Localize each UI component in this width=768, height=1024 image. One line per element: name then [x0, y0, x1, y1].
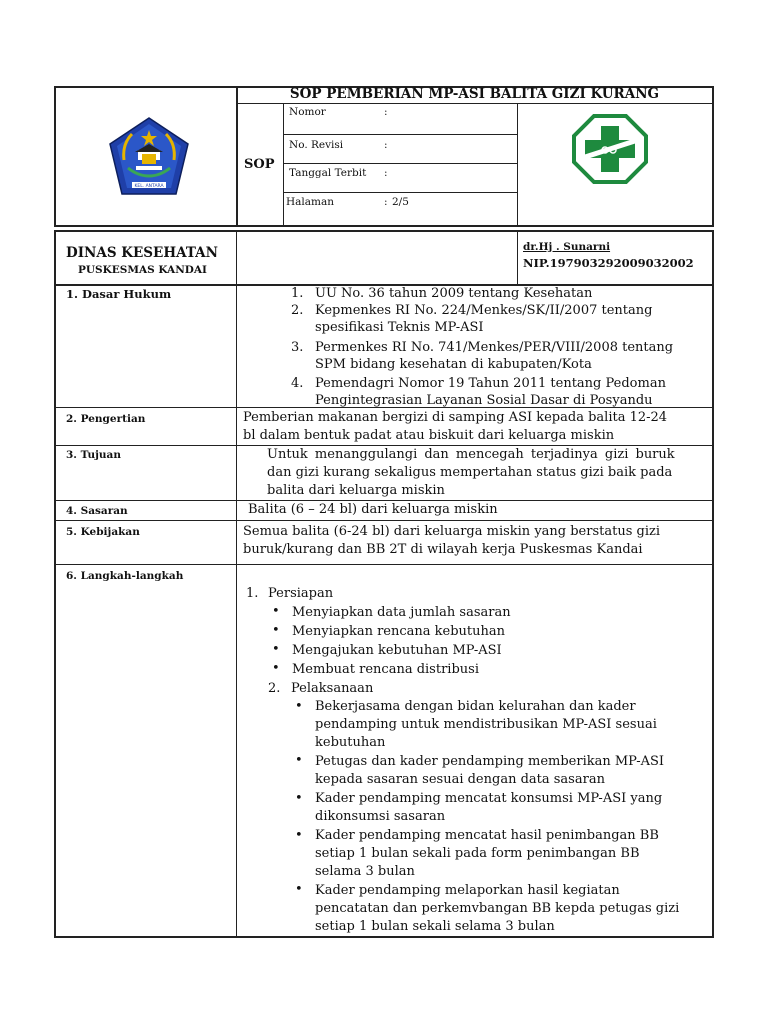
pelaksanaan-line: Kader pendamping melaporkan hasil kegiatan: [315, 883, 620, 898]
section-label-sasaran: 4. Sasaran: [66, 505, 128, 517]
dasar-hukum-number: 2.: [291, 303, 304, 318]
emblem-caption: KEL. ANTARA: [134, 184, 164, 189]
body-border-left: [54, 230, 56, 937]
body-border-top: [54, 230, 714, 232]
persiapan-item: Mengajukan kebutuhan MP-ASI: [292, 643, 502, 658]
pelaksanaan-line: setiap 1 bulan sekali pada form penimbangan BB: [315, 846, 640, 861]
pelaksanaan-line: selama 3 bulan: [315, 864, 415, 879]
field-halaman-value: 2/5: [392, 196, 409, 208]
pengertian-line: bl dalam bentuk padat atau biskuit dari keluarga miskin: [243, 428, 615, 443]
bullet-icon: •: [272, 604, 280, 619]
sop-label: SOP: [244, 157, 275, 172]
pelaksanaan-line: Petugas dan kader pendamping memberikan MP-ASI: [315, 754, 665, 769]
pelaksanaan-line: setiap 1 bulan sekali selama 3 bulan: [315, 919, 555, 934]
header-border-left: [54, 86, 56, 226]
pelaksanaan-line: kebutuhan: [315, 735, 386, 750]
emblem-shield-icon: [108, 116, 190, 196]
bullet-icon: •: [272, 661, 280, 676]
dasar-hukum-line: UU No. 36 tahun 2009 tentang Kesehatan: [315, 286, 593, 301]
field-tanggal-sep: :: [384, 167, 388, 179]
signer-name: dr.Hj . Sunarni: [523, 241, 611, 253]
row-line-sasaran: [54, 520, 714, 521]
field-tanggal-label: Tanggal Terbit: [289, 167, 367, 179]
section-label-kebijakan: 5. Kebijakan: [66, 526, 140, 538]
body-border-bottom: [54, 936, 714, 938]
signer-nip: NIP.197903292009032002: [523, 256, 694, 270]
dasar-hukum-number: 4.: [291, 376, 304, 391]
pelaksanaan-line: Kader pendamping mencatat konsumsi MP-ASI yang: [315, 791, 663, 806]
header-divider-logo: [236, 86, 238, 226]
bullet-icon: •: [295, 882, 303, 897]
field-halaman-sep: :: [384, 196, 388, 208]
field-nomor-label: Nomor: [289, 106, 326, 118]
pelaksanaan-number: 2.: [268, 681, 281, 696]
field-line-1: [283, 134, 517, 135]
pelaksanaan-title: Pelaksanaan: [291, 681, 374, 696]
dasar-hukum-line: spesifikasi Teknis MP-ASI: [315, 320, 484, 335]
pelaksanaan-line: pendamping untuk mendistribusikan MP-ASI sesuai: [315, 717, 657, 732]
pelaksanaan-line: kepada sasaran sesuai dengan data sasaran: [315, 772, 605, 787]
body-border-right: [712, 230, 714, 937]
tujuan-line: balita dari keluarga miskin: [267, 483, 445, 498]
label-column-divider: [236, 284, 237, 937]
header-border-bottom: [54, 225, 714, 227]
dasar-hukum-line: Pemendagri Nomor 19 Tahun 2011 tentang Pedoman: [315, 376, 666, 391]
bullet-icon: •: [295, 828, 303, 843]
pelaksanaan-line: dikonsumsi sasaran: [315, 809, 446, 824]
field-revisi-sep: :: [384, 139, 388, 151]
document-title: SOP PEMBERIAN MP-ASI BALITA GIZI KURANG: [289, 86, 660, 102]
field-line-2: [283, 163, 517, 164]
field-revisi-label: No. Revisi: [289, 139, 344, 151]
org-unit: PUSKESMAS KANDAI: [78, 264, 207, 276]
dasar-hukum-number: 1.: [291, 286, 304, 301]
section-label-pengertian: 2. Pengertian: [66, 413, 146, 425]
section-label-tujuan: 3. Tujuan: [66, 449, 121, 461]
dasar-hukum-number: 3.: [291, 340, 304, 355]
regional-emblem-logo: [108, 116, 190, 196]
dasar-hukum-line: Pengintegrasian Layanan Sosial Dasar di Posyandu: [315, 393, 653, 408]
puskesmas-logo-icon: [572, 114, 648, 184]
header-divider-fields: [517, 103, 518, 226]
bullet-icon: •: [295, 791, 303, 806]
persiapan-item: Menyiapkan data jumlah sasaran: [292, 605, 511, 620]
header-divider-sop: [283, 103, 284, 226]
kebijakan-line: buruk/kurang dan BB 2T di wilayah kerja Puskesmas Kandai: [243, 542, 643, 557]
field-line-3: [283, 192, 517, 193]
bullet-icon: •: [272, 623, 280, 638]
header-title-underline: [236, 103, 713, 104]
persiapan-title: Persiapan: [268, 586, 334, 601]
persiapan-item: Menyiapkan rencana kebutuhan: [292, 624, 506, 639]
org-name: DINAS KESEHATAN: [66, 245, 218, 261]
pelaksanaan-line: Kader pendamping mencatat hasil penimbangan BB: [315, 828, 659, 843]
row-line-kebijakan: [54, 564, 714, 565]
org-divider-1: [236, 230, 237, 285]
bullet-icon: •: [272, 642, 280, 657]
section-label-langkah: 6. Langkah-langkah: [66, 570, 184, 582]
tujuan-line: Untuk menanggulangi dan mencegah terjadinya gizi buruk: [267, 447, 675, 462]
kebijakan-line: Semua balita (6-24 bl) dari keluarga miskin yang berstatus gizi: [243, 524, 660, 539]
section-label-dasar-hukum: 1. Dasar Hukum: [66, 287, 172, 301]
bullet-icon: •: [295, 753, 303, 768]
persiapan-item: Membuat rencana distribusi: [292, 662, 479, 677]
pelaksanaan-line: Bekerjasama dengan bidan kelurahan dan kader: [315, 699, 636, 714]
tujuan-line: dan gizi kurang sekaligus mempertahan status gizi baik pada: [267, 465, 673, 480]
sasaran-text: Balita (6 – 24 bl) dari keluarga miskin: [248, 502, 498, 517]
bullet-icon: •: [295, 699, 303, 714]
field-nomor-sep: :: [384, 106, 388, 118]
puskesmas-logo: [572, 114, 648, 184]
org-divider-2: [517, 230, 518, 285]
dasar-hukum-line: Permenkes RI No. 741/Menkes/PER/VIII/2008 tentang: [315, 340, 674, 355]
persiapan-number: 1.: [246, 586, 259, 601]
header-border-right: [712, 86, 714, 226]
pengertian-line: Pemberian makanan bergizi di samping ASI kepada balita 12-24: [243, 410, 668, 425]
field-halaman-label: Halaman: [286, 196, 335, 208]
dasar-hukum-line: SPM bidang kesehatan di kabupaten/Kota: [315, 357, 592, 372]
dasar-hukum-line: Kepmenkes RI No. 224/Menkes/SK/II/2007 tentang: [315, 303, 653, 318]
pelaksanaan-line: pencatatan dan perkemvbangan BB kepda petugas gizi: [315, 901, 680, 916]
